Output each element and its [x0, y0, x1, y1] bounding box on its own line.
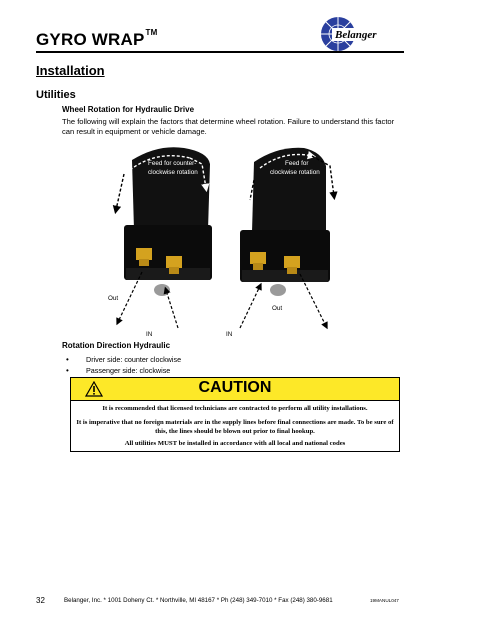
caution-line-2: It is imperative that no foreign materials are in the supply lines before final connections are made. To be sure of this, the lines should be blown out prior to final hookup.: [76, 419, 394, 435]
left-motor: [108, 147, 212, 338]
left-feed-label-2: clockwise rotation: [148, 169, 198, 176]
caution-line-3: All utilities MUST be installed in accordance with all local and national codes: [124, 440, 346, 447]
caution-bar: [71, 378, 399, 401]
section-heading: Installation: [36, 63, 105, 78]
page-number: 32: [36, 596, 45, 605]
right-feed-label-1: Feed for: [285, 160, 309, 167]
header-rule: [36, 51, 404, 53]
footer-code: 19MANUL047: [370, 598, 399, 603]
rotation-direction-list: [62, 354, 181, 376]
hydraulic-motor-figure: [90, 140, 350, 340]
belanger-logo: [318, 12, 398, 56]
logo-wordmark: Belanger: [335, 29, 377, 41]
left-out-label: Out: [108, 295, 119, 302]
right-motor: [226, 148, 334, 338]
caution-box: [70, 377, 400, 452]
list-item: • Driver side: counter clockwise: [62, 354, 181, 365]
caution-line-1: It is recommended that licensed technicians are contracted to perform all utility installations.: [102, 405, 368, 412]
wheel-rotation-heading: Wheel Rotation for Hydraulic Drive: [62, 105, 195, 114]
subsection-heading: Utilities: [36, 89, 76, 101]
rotation-direction-heading: Rotation Direction Hydraulic: [62, 341, 171, 350]
right-in-label: IN: [226, 331, 233, 338]
footer-address: Belanger, Inc. * 1001 Doheny Ct. * Northville, MI 48167 * Ph (248) 349-7010 * Fax (248) 380-9681: [64, 597, 333, 604]
left-in-label: IN: [146, 331, 153, 338]
list-item: • Passenger side: clockwise: [62, 365, 181, 376]
title-text: GYRO WRAP: [36, 30, 145, 49]
right-feed-label-2: clockwise rotation: [270, 169, 320, 176]
document-title: [36, 30, 157, 50]
trademark-mark: TM: [145, 28, 158, 37]
caution-title: CAUTION: [198, 379, 272, 396]
left-feed-label-1: Feed for counter-: [148, 160, 197, 167]
wheel-rotation-paragraph: The following will explain the factors that determine wheel rotation. Failure to understand this factor can result in equipment or vehicle damage.: [62, 117, 395, 136]
right-out-label: Out: [272, 305, 283, 312]
